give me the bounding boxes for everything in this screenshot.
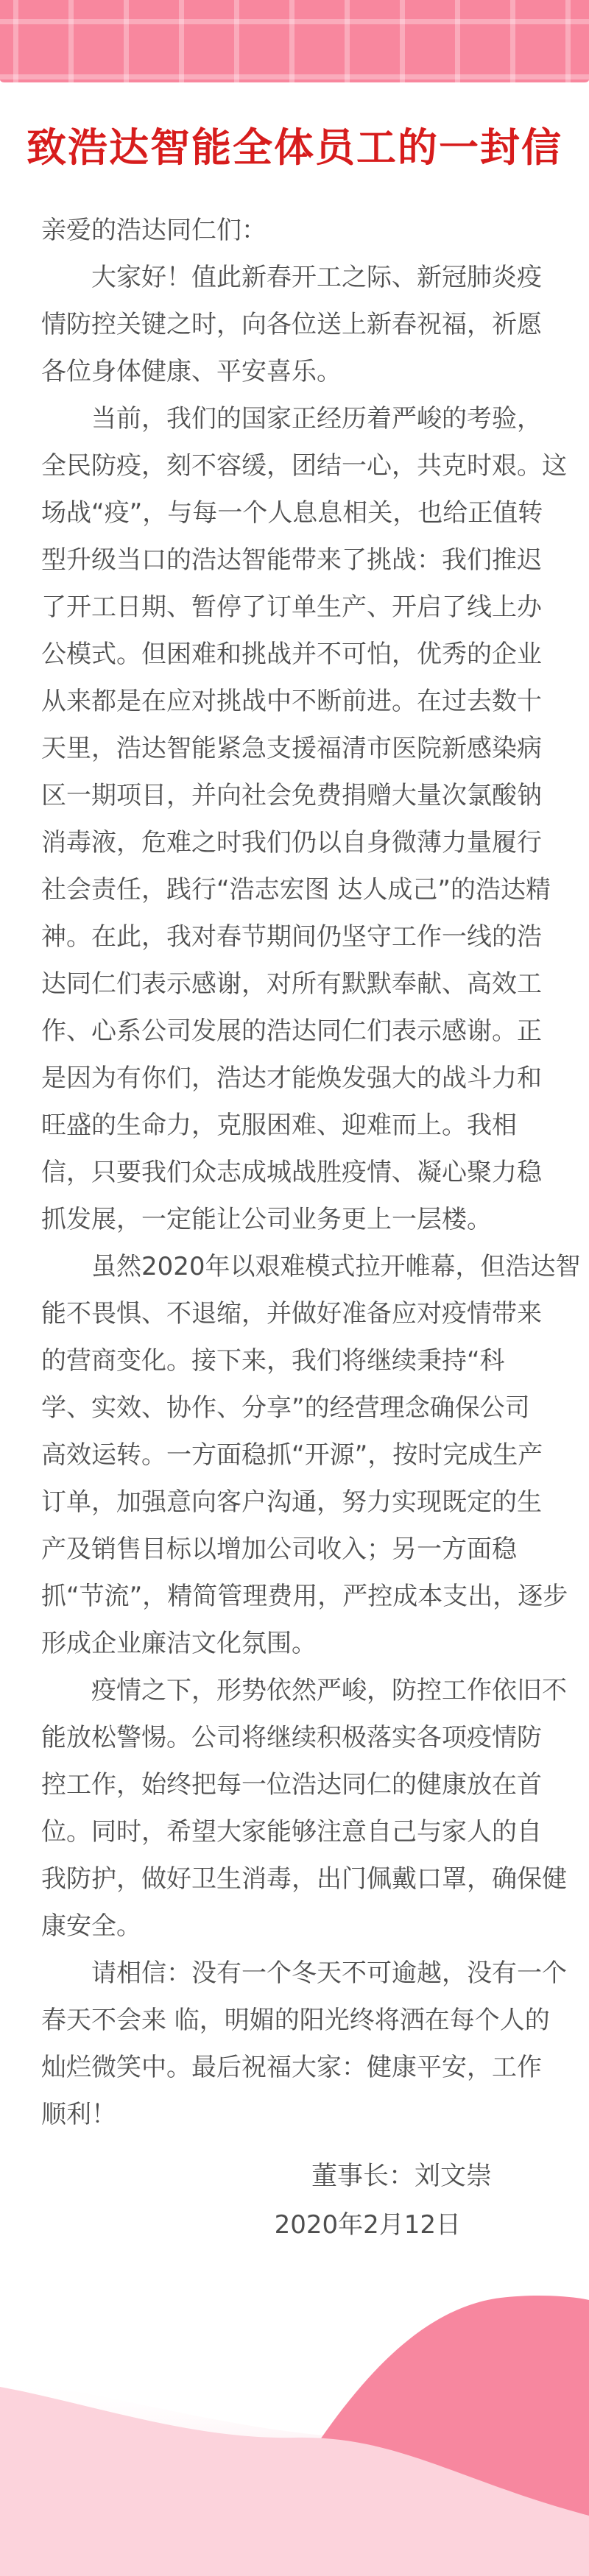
letter-line: 旺盛的生命力，克服困难、迎难而上。我相: [41, 1111, 517, 1140]
date-line: 2020年2月12日: [274, 2210, 461, 2240]
letter-line: 形成企业廉洁文化氛围。: [41, 1629, 317, 1658]
letter-line: 信，只要我们众志成城战胜疫情、凝心聚力稳: [41, 1158, 542, 1187]
letter-line: 当前，我们的国家正经历着严峻的考验，: [91, 404, 542, 434]
letter-line: 了开工日期、暂停了订单生产、开启了线上办: [41, 592, 542, 622]
letter-line: 能放松警惕。公司将继续积极落实各项疫情防: [41, 1723, 542, 1752]
letter-line: 是因为有你们，浩达才能焕发强大的战斗力和: [41, 1064, 542, 1093]
letter-line: 疫情之下，形势依然严峻，防控工作依旧不: [91, 1676, 567, 1705]
letter-line: 神。在此，我对春节期间仍坚守工作一线的浩: [41, 922, 542, 952]
letter-line: 灿烂微笑中。最后祝福大家：健康平安，工作: [41, 2053, 542, 2082]
letter-line: 顺利！: [41, 2100, 116, 2129]
letter-line: 天里，浩达智能紧急支援福清市医院新感染病: [41, 734, 542, 763]
letter-line: 公模式。但困难和挑战并不可怕，优秀的企业: [41, 640, 542, 669]
letter-line: 订单，加强意向客户沟通，努力实现既定的生: [41, 1487, 542, 1517]
letter-line: 从来都是在应对挑战中不断前进。在过去数十: [41, 687, 542, 716]
letter-line: 请相信：没有一个冬天不可逾越，没有一个: [91, 1958, 567, 1988]
letter-line: 场战“疫”，与每一个人息息相关，也给正值转: [41, 498, 543, 528]
letter-line: 全民防疫，刻不容缓，团结一心，共克时艰。这: [41, 451, 567, 481]
letter-line: 的营商变化。接下来，我们将继续秉持“科: [41, 1346, 505, 1376]
letter-line: 能不畏惧、不退缩，并做好准备应对疫情带来: [41, 1299, 542, 1328]
gingham-pattern-band: [0, 0, 589, 82]
letter-line: 亲爱的浩达同仁们：: [41, 216, 267, 245]
letter-line: 春天不会来 临，明媚的阳光终将洒在每个人的: [41, 2006, 550, 2035]
page-title: 致浩达智能全体员工的一封信: [27, 124, 562, 171]
letter-line: 虽然2020年以艰难模式拉开帷幕，但浩达智: [91, 1252, 581, 1281]
letter-line: 抓“节流”，精简管理费用，严控成本支出，逐步: [41, 1582, 568, 1611]
letter-line: 产及销售目标以增加公司收入；另一方面稳: [41, 1535, 517, 1564]
letter-line: 作、心系公司发展的浩达同仁们表示感谢。正: [41, 1016, 542, 1046]
letter-line: 抓发展，一定能让公司业务更上一层楼。: [41, 1205, 492, 1234]
letter-body: [41, 207, 581, 2138]
signature-line: 董事长：刘文崇: [311, 2162, 492, 2191]
letter-line: 学、实效、协作、分享”的经营理念确保公司: [41, 1393, 530, 1423]
bottom-wave-decoration: [0, 2267, 589, 2576]
letter-line: 型升级当口的浩达智能带来了挑战：我们推迟: [41, 545, 542, 575]
letter-line: 消毒液，危难之时我们仍以自身微薄力量履行: [41, 828, 542, 857]
letter-line: 情防控关键之时，向各位送上新春祝福，祈愿: [41, 310, 542, 339]
letter-line: 大家好！值此新春开工之际、新冠肺炎疫: [91, 263, 542, 292]
letter-line: 康安全。: [41, 1911, 141, 1941]
letter-line: 社会责任，践行“浩志宏图 达人成己”的浩达精: [41, 875, 551, 905]
letter-line: 控工作，始终把每一位浩达同仁的健康放在首: [41, 1770, 542, 1800]
letter-line: 位。同时，希望大家能够注意自己与家人的自: [41, 1817, 542, 1847]
letter-line: 各位身体健康、平安喜乐。: [41, 357, 342, 386]
letter-line: 高效运转。一方面稳抓“开源”，按时完成生产: [41, 1440, 543, 1470]
letter-line: 达同仁们表示感谢，对所有默默奉献、高效工: [41, 969, 542, 999]
letter-line: 区一期项目，并向社会免费捐赠大量次氯酸钠: [41, 781, 542, 810]
letter-line: 我防护，做好卫生消毒，出门佩戴口罩，确保健: [41, 1864, 567, 1894]
